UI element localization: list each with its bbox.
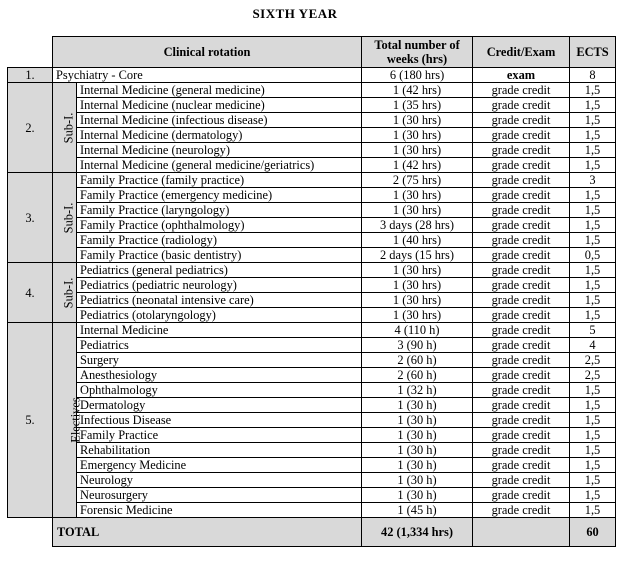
ects-cell: 1,5 (570, 443, 616, 458)
table-body (8, 68, 616, 547)
weeks-cell: 1 (30 h) (362, 488, 473, 503)
weeks-cell: 2 (75 hrs) (362, 173, 473, 188)
ects-cell: 1,5 (570, 143, 616, 158)
weeks-cell: 2 (60 h) (362, 353, 473, 368)
ects-cell: 0,5 (570, 248, 616, 263)
weeks-cell: 2 days (15 hrs) (362, 248, 473, 263)
table-row (8, 338, 616, 353)
table-row (8, 248, 616, 263)
table-row (8, 413, 616, 428)
ects-cell: 1,5 (570, 128, 616, 143)
weeks-cell: 1 (30 h) (362, 443, 473, 458)
weeks-cell: 2 (60 h) (362, 368, 473, 383)
credit-cell: grade credit (473, 248, 570, 263)
table-row (8, 383, 616, 398)
credit-cell: grade credit (473, 113, 570, 128)
weeks-cell: 1 (30 h) (362, 398, 473, 413)
ects-cell: 8 (570, 68, 616, 83)
rotation-name: Neurosurgery (77, 488, 362, 503)
weeks-cell: 1 (30 hrs) (362, 308, 473, 323)
table-row (8, 113, 616, 128)
weeks-cell: 1 (30 hrs) (362, 293, 473, 308)
rotation-name: Internal Medicine (general medicine/geriatrics) (77, 158, 362, 173)
ects-cell: 1,5 (570, 263, 616, 278)
credit-cell: grade credit (473, 203, 570, 218)
weeks-cell: 1 (45 h) (362, 503, 473, 518)
rotation-name: Pediatrics (pediatric neurology) (77, 278, 362, 293)
weeks-cell: 1 (30 hrs) (362, 278, 473, 293)
table-row (8, 398, 616, 413)
group-label-text: Sub-I. (61, 277, 76, 308)
credit-cell: grade credit (473, 458, 570, 473)
rotation-name: Internal Medicine (dermatology) (77, 128, 362, 143)
rotation-name: Ophthalmology (77, 383, 362, 398)
header-blank (8, 37, 53, 68)
credit-cell: grade credit (473, 398, 570, 413)
table-row (8, 143, 616, 158)
credit-cell: exam (473, 68, 570, 83)
rotation-name: Family Practice (radiology) (77, 233, 362, 248)
ects-cell: 1,5 (570, 398, 616, 413)
ects-cell: 2,5 (570, 353, 616, 368)
ects-cell: 1,5 (570, 413, 616, 428)
total-credit-empty (473, 518, 570, 547)
weeks-cell: 1 (30 h) (362, 473, 473, 488)
rotation-name: Family Practice (family practice) (77, 173, 362, 188)
total-row (8, 518, 616, 547)
table-row (8, 458, 616, 473)
group-number: 1. (8, 68, 53, 83)
ects-cell: 1,5 (570, 98, 616, 113)
weeks-cell: 1 (30 hrs) (362, 143, 473, 158)
credit-cell: grade credit (473, 143, 570, 158)
table-row (8, 83, 616, 98)
ects-cell: 2,5 (570, 368, 616, 383)
credit-cell: grade credit (473, 278, 570, 293)
table-row (8, 188, 616, 203)
credit-cell: grade credit (473, 383, 570, 398)
rotation-name: Neurology (77, 473, 362, 488)
weeks-cell: 1 (30 hrs) (362, 128, 473, 143)
group-number: 3. (8, 173, 53, 263)
credit-cell: grade credit (473, 308, 570, 323)
rotation-name: Pediatrics (otolaryngology) (77, 308, 362, 323)
rotation-name: Pediatrics (general pediatrics) (77, 263, 362, 278)
ects-cell: 1,5 (570, 293, 616, 308)
ects-cell: 1,5 (570, 428, 616, 443)
ects-cell: 3 (570, 173, 616, 188)
table-row (8, 233, 616, 248)
credit-cell: grade credit (473, 488, 570, 503)
total-blank (8, 518, 53, 547)
group-label-text: Sub-I. (61, 202, 76, 233)
header-ects: ECTS (570, 37, 616, 68)
table-row (8, 128, 616, 143)
table-row (8, 503, 616, 518)
header-row (8, 37, 616, 68)
ects-cell: 1,5 (570, 158, 616, 173)
group-number: 4. (8, 263, 53, 323)
ects-cell: 1,5 (570, 113, 616, 128)
rotation-name: Forensic Medicine (77, 503, 362, 518)
rotation-name: Dermatology (77, 398, 362, 413)
weeks-cell: 4 (110 h) (362, 323, 473, 338)
page-title: SIXTH YEAR (252, 6, 338, 21)
table-row (8, 308, 616, 323)
ects-cell: 1,5 (570, 203, 616, 218)
group-label (53, 83, 77, 173)
rotation-name: Family Practice (basic dentistry) (77, 248, 362, 263)
weeks-cell: 3 days (28 hrs) (362, 218, 473, 233)
weeks-cell: 1 (32 h) (362, 383, 473, 398)
weeks-cell: 1 (42 hrs) (362, 158, 473, 173)
rotation-name: Internal Medicine (general medicine) (77, 83, 362, 98)
credit-cell: grade credit (473, 218, 570, 233)
weeks-cell: 1 (30 hrs) (362, 113, 473, 128)
ects-cell: 1,5 (570, 278, 616, 293)
group-number: 5. (8, 323, 53, 518)
rotation-name: Internal Medicine (77, 323, 362, 338)
rotation-name: Internal Medicine (nuclear medicine) (77, 98, 362, 113)
credit-cell: grade credit (473, 293, 570, 308)
credit-cell: grade credit (473, 428, 570, 443)
total-ects: 60 (570, 518, 616, 547)
table-row (8, 443, 616, 458)
ects-cell: 1,5 (570, 488, 616, 503)
rotation-name: Family Practice (77, 428, 362, 443)
group-label (53, 323, 83, 518)
rotation-name: Internal Medicine (neurology) (77, 143, 362, 158)
rotation-name: Pediatrics (77, 338, 362, 353)
rotation-name: Internal Medicine (infectious disease) (77, 113, 362, 128)
ects-cell: 1,5 (570, 383, 616, 398)
ects-cell: 1,5 (570, 458, 616, 473)
weeks-cell: 1 (40 hrs) (362, 233, 473, 248)
table-row (8, 278, 616, 293)
credit-cell: grade credit (473, 443, 570, 458)
credit-cell: grade credit (473, 323, 570, 338)
ects-cell: 4 (570, 338, 616, 353)
weeks-cell: 1 (35 hrs) (362, 98, 473, 113)
table-row (8, 323, 616, 338)
weeks-cell: 3 (90 h) (362, 338, 473, 353)
ects-cell: 5 (570, 323, 616, 338)
credit-cell: grade credit (473, 158, 570, 173)
rotation-name: Anesthesiology (77, 368, 362, 383)
rotation-name: Rehabilitation (77, 443, 362, 458)
weeks-cell: 1 (30 h) (362, 428, 473, 443)
credit-cell: grade credit (473, 98, 570, 113)
credit-cell: grade credit (473, 368, 570, 383)
ects-cell: 1,5 (570, 503, 616, 518)
credit-cell: grade credit (473, 233, 570, 248)
weeks-cell: 1 (30 hrs) (362, 263, 473, 278)
rotation-name: Family Practice (emergency medicine) (77, 188, 362, 203)
weeks-cell: 1 (30 hrs) (362, 203, 473, 218)
table-row (8, 68, 616, 83)
rotation-name: Family Practice (ophthalmology) (77, 218, 362, 233)
group-label-text: Electives (68, 397, 83, 443)
credit-cell: grade credit (473, 413, 570, 428)
ects-cell: 1,5 (570, 473, 616, 488)
rotation-table (7, 36, 616, 547)
group-label-text: Sub-I. (61, 112, 76, 143)
table-row (8, 263, 616, 278)
ects-cell: 1,5 (570, 188, 616, 203)
ects-cell: 1,5 (570, 233, 616, 248)
weeks-cell: 1 (30 hrs) (362, 188, 473, 203)
table-row (8, 428, 616, 443)
header-weeks: Total number of weeks (hrs) (362, 37, 473, 68)
rotation-name: Family Practice (laryngology) (77, 203, 362, 218)
ects-cell: 1,5 (570, 308, 616, 323)
table-row (8, 98, 616, 113)
credit-cell: grade credit (473, 188, 570, 203)
weeks-cell: 1 (42 hrs) (362, 83, 473, 98)
table-row (8, 203, 616, 218)
ects-cell: 1,5 (570, 83, 616, 98)
table-row (8, 473, 616, 488)
credit-cell: grade credit (473, 503, 570, 518)
credit-cell: grade credit (473, 473, 570, 488)
table-row (8, 488, 616, 503)
table-row (8, 173, 616, 188)
rotation-name: Emergency Medicine (77, 458, 362, 473)
total-weeks: 42 (1,334 hrs) (362, 518, 473, 547)
total-label: TOTAL (53, 518, 362, 547)
rotation-name: Infectious Disease (77, 413, 362, 428)
weeks-cell: 1 (30 h) (362, 458, 473, 473)
group-label (53, 263, 77, 323)
weeks-cell: 6 (180 hrs) (362, 68, 473, 83)
credit-cell: grade credit (473, 338, 570, 353)
credit-cell: grade credit (473, 83, 570, 98)
credit-cell: grade credit (473, 173, 570, 188)
rotation-name: Psychiatry - Core (53, 68, 362, 83)
credit-cell: grade credit (473, 353, 570, 368)
header-rotation: Clinical rotation (53, 37, 362, 68)
rotation-name: Surgery (77, 353, 362, 368)
header-credit: Credit/Exam (473, 37, 570, 68)
table-row (8, 218, 616, 233)
table-row (8, 353, 616, 368)
credit-cell: grade credit (473, 263, 570, 278)
weeks-cell: 1 (30 h) (362, 413, 473, 428)
rotation-name: Pediatrics (neonatal intensive care) (77, 293, 362, 308)
credit-cell: grade credit (473, 128, 570, 143)
group-label (53, 173, 77, 263)
ects-cell: 1,5 (570, 218, 616, 233)
table-row (8, 293, 616, 308)
table-row (8, 158, 616, 173)
table-row (8, 368, 616, 383)
group-number: 2. (8, 83, 53, 173)
